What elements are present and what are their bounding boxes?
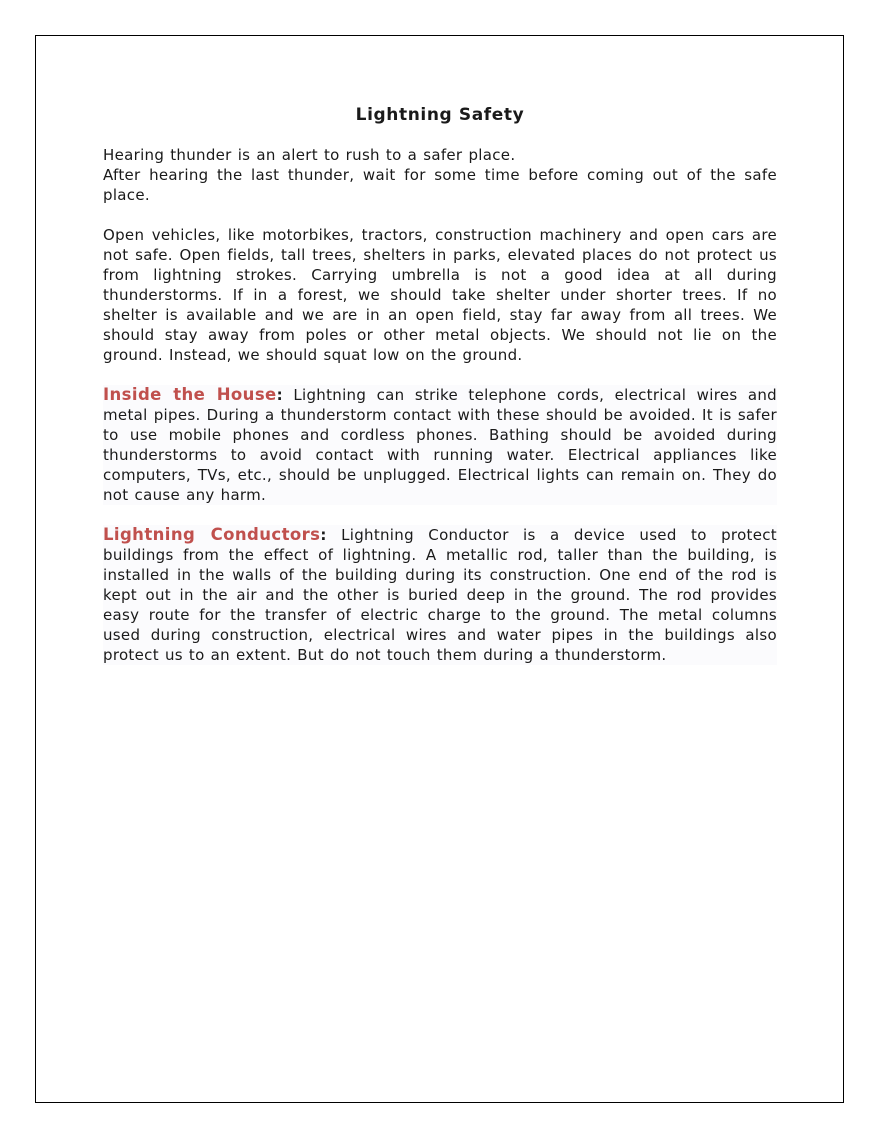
inside-house-paragraph bbox=[103, 385, 777, 505]
lightning-conductors-heading: Lightning Conductors bbox=[103, 525, 321, 544]
intro-line-2: After hearing the last thunder, wait for some time before coming out of the safe place. bbox=[103, 166, 777, 204]
outdoors-section bbox=[103, 225, 777, 365]
lightning-conductors-text: Lightning Conductor is a device used to protect buildings from the effect of lightning. A metallic rod, taller than the building, is installed in the walls of the building during its construction. One end of the rod is kept out in the air and the other is buried deep in the ground. The rod provides easy route for the transfer of electric charge to the ground. The metal columns used during construction, electrical wires and water pipes in the buildings also protect us to an extent. But do not touch them during a thunderstorm. bbox=[103, 526, 777, 664]
lightning-conductors-colon: : bbox=[320, 526, 327, 544]
inside-house-colon: : bbox=[276, 386, 283, 404]
inside-house-text: Lightning can strike telephone cords, electrical wires and metal pipes. During a thunderstorm contact with these should be avoided. It is safer to use mobile phones and cordless phones. Bathing should be avoided during thunderstorms to avoid contact with running water. Electrical appliances like computers, TVs, etc., should be unplugged. Electrical lights can remain on. They do not cause any harm. bbox=[103, 386, 777, 504]
outdoors-paragraph: Open vehicles, like motorbikes, tractors, construction machinery and open cars are not safe. Open fields, tall trees, shelters in parks, elevated places do not protect us from lightning strokes. Carrying umbrella is not a good idea at all during thunderstorms. If in a forest, we should take shelter under shorter trees. If no shelter is available and we are in an open field, stay far away from all trees. We should stay away from poles or other metal objects. We should not lie on the ground. Instead, we should squat low on the ground. bbox=[103, 226, 777, 364]
intro-section bbox=[103, 145, 777, 205]
lightning-conductors-paragraph bbox=[103, 525, 777, 665]
inside-house-section bbox=[103, 385, 777, 505]
page-title: Lightning Safety bbox=[355, 105, 525, 125]
lightning-conductors-section bbox=[103, 525, 777, 665]
intro-line-1: Hearing thunder is an alert to rush to a safer place. bbox=[103, 146, 516, 164]
inside-house-heading: Inside the House bbox=[103, 385, 277, 404]
document-body bbox=[103, 102, 777, 685]
